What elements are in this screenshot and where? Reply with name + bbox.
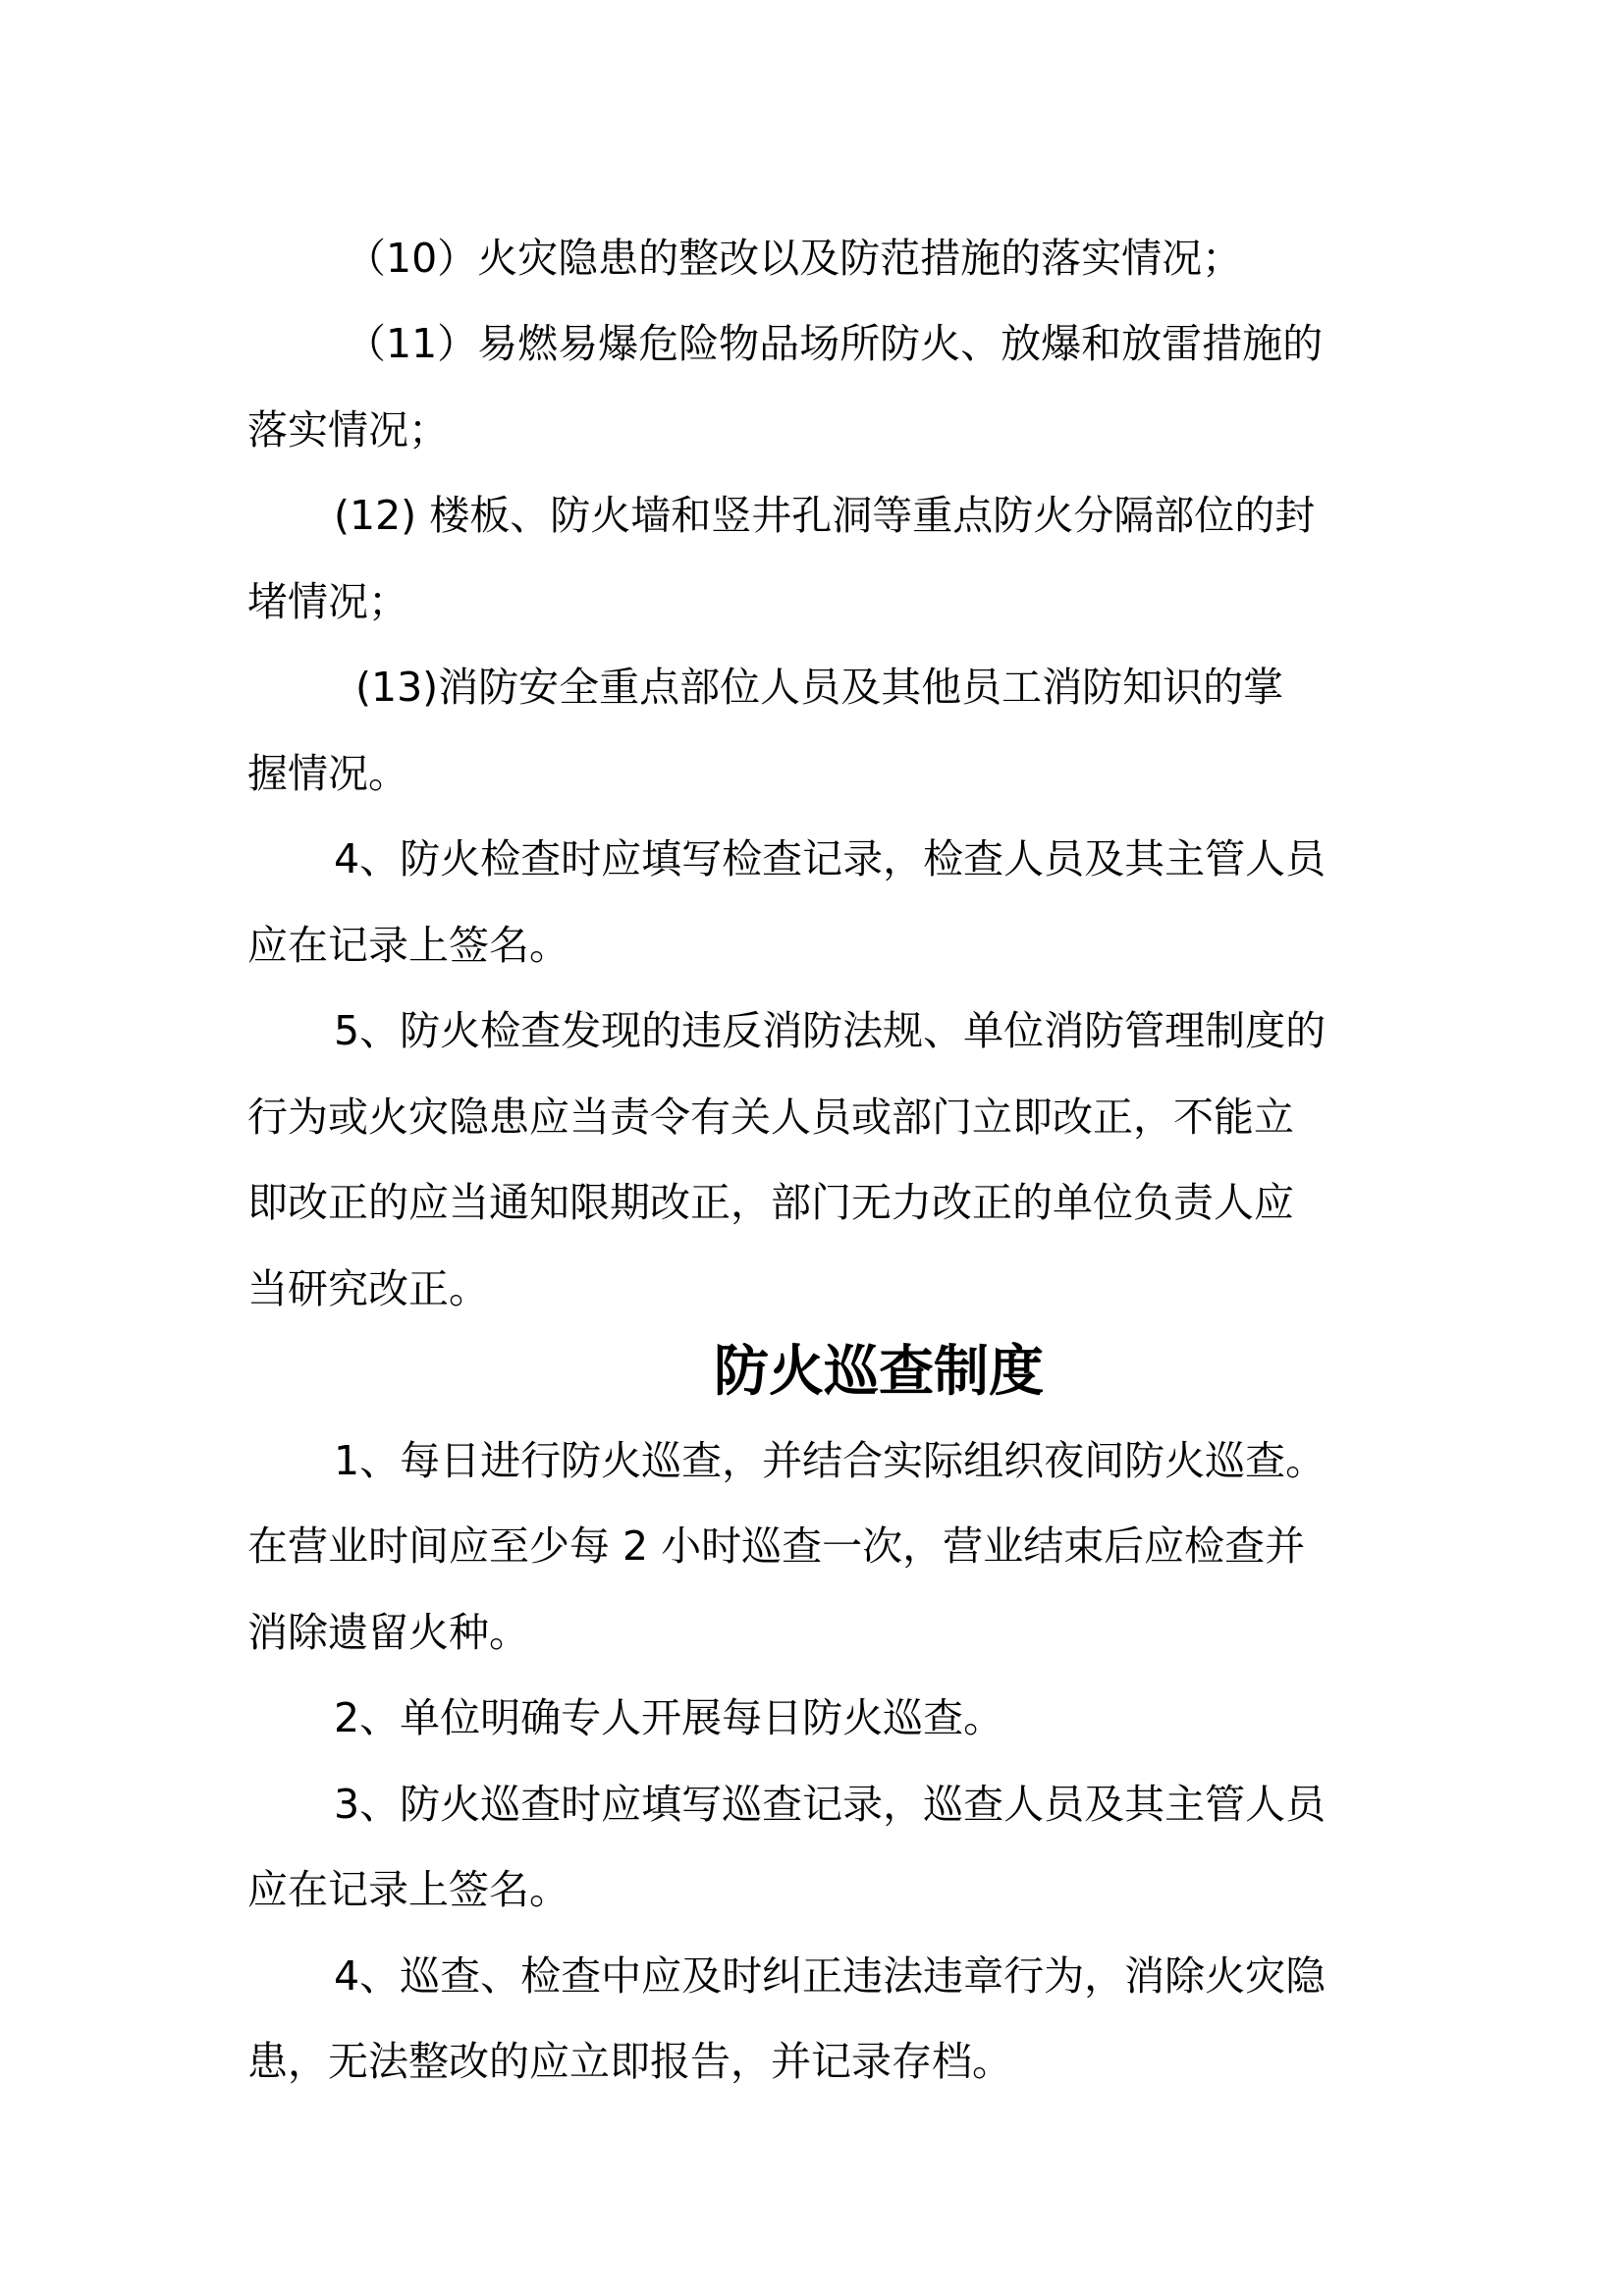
item-4-line-1: 4、防火检查时应填写检查记录，检查人员及其主管人员 (334, 835, 1326, 882)
patrol-item-3-line-2: 应在记录上签名。 (247, 1866, 569, 1913)
patrol-item-1-line-3: 消除遗留火种。 (247, 1609, 529, 1656)
item-5-line-2: 行为或火灾隐患应当责令有关人员或部门立即改正，不能立 (247, 1094, 1294, 1141)
paragraph-13-line-2: 握情况。 (247, 750, 408, 797)
paragraph-12-line-1: (12) 楼板、防火墙和竖井孔洞等重点防火分隔部位的封 (334, 492, 1316, 539)
paragraph-11-line-2: 落实情况； (247, 406, 449, 454)
patrol-item-1-line-1: 1、每日进行防火巡查，并结合实际组织夜间防火巡查。 (334, 1437, 1326, 1484)
section-title: 防火巡查制度 (714, 1340, 1044, 1404)
patrol-item-3-line-1: 3、防火巡查时应填写巡查记录，巡查人员及其主管人员 (334, 1781, 1326, 1828)
patrol-item-1-line-2: 在营业时间应至少每 2 小时巡查一次，营业结束后应检查并 (247, 1522, 1306, 1570)
item-4-line-2: 应在记录上签名。 (247, 922, 569, 969)
paragraph-12-line-2: 堵情况； (247, 578, 408, 625)
item-5-line-4: 当研究改正。 (247, 1265, 489, 1312)
paragraph-13-line-1: (13)消防安全重点部位人员及其他员工消防知识的掌 (355, 664, 1284, 711)
item-5-line-3: 即改正的应当通知限期改正，部门无力改正的单位负责人应 (247, 1179, 1294, 1226)
item-5-line-1: 5、防火检查发现的违反消防法规、单位消防管理制度的 (334, 1007, 1326, 1054)
paragraph-10: （10）火灾隐患的整改以及防范措施的落实情况； (346, 235, 1243, 282)
patrol-item-4-line-1: 4、巡查、检查中应及时纠正违法违章行为，消除火灾隐 (334, 1952, 1326, 2000)
paragraph-11-line-1: （11）易燃易爆危险物品场所防火、放爆和放雷措施的 (346, 320, 1324, 367)
patrol-item-4-line-2: 患，无法整改的应立即报告，并记录存档。 (247, 2038, 1012, 2085)
patrol-item-2: 2、单位明确专人开展每日防火巡查。 (334, 1694, 1004, 1741)
